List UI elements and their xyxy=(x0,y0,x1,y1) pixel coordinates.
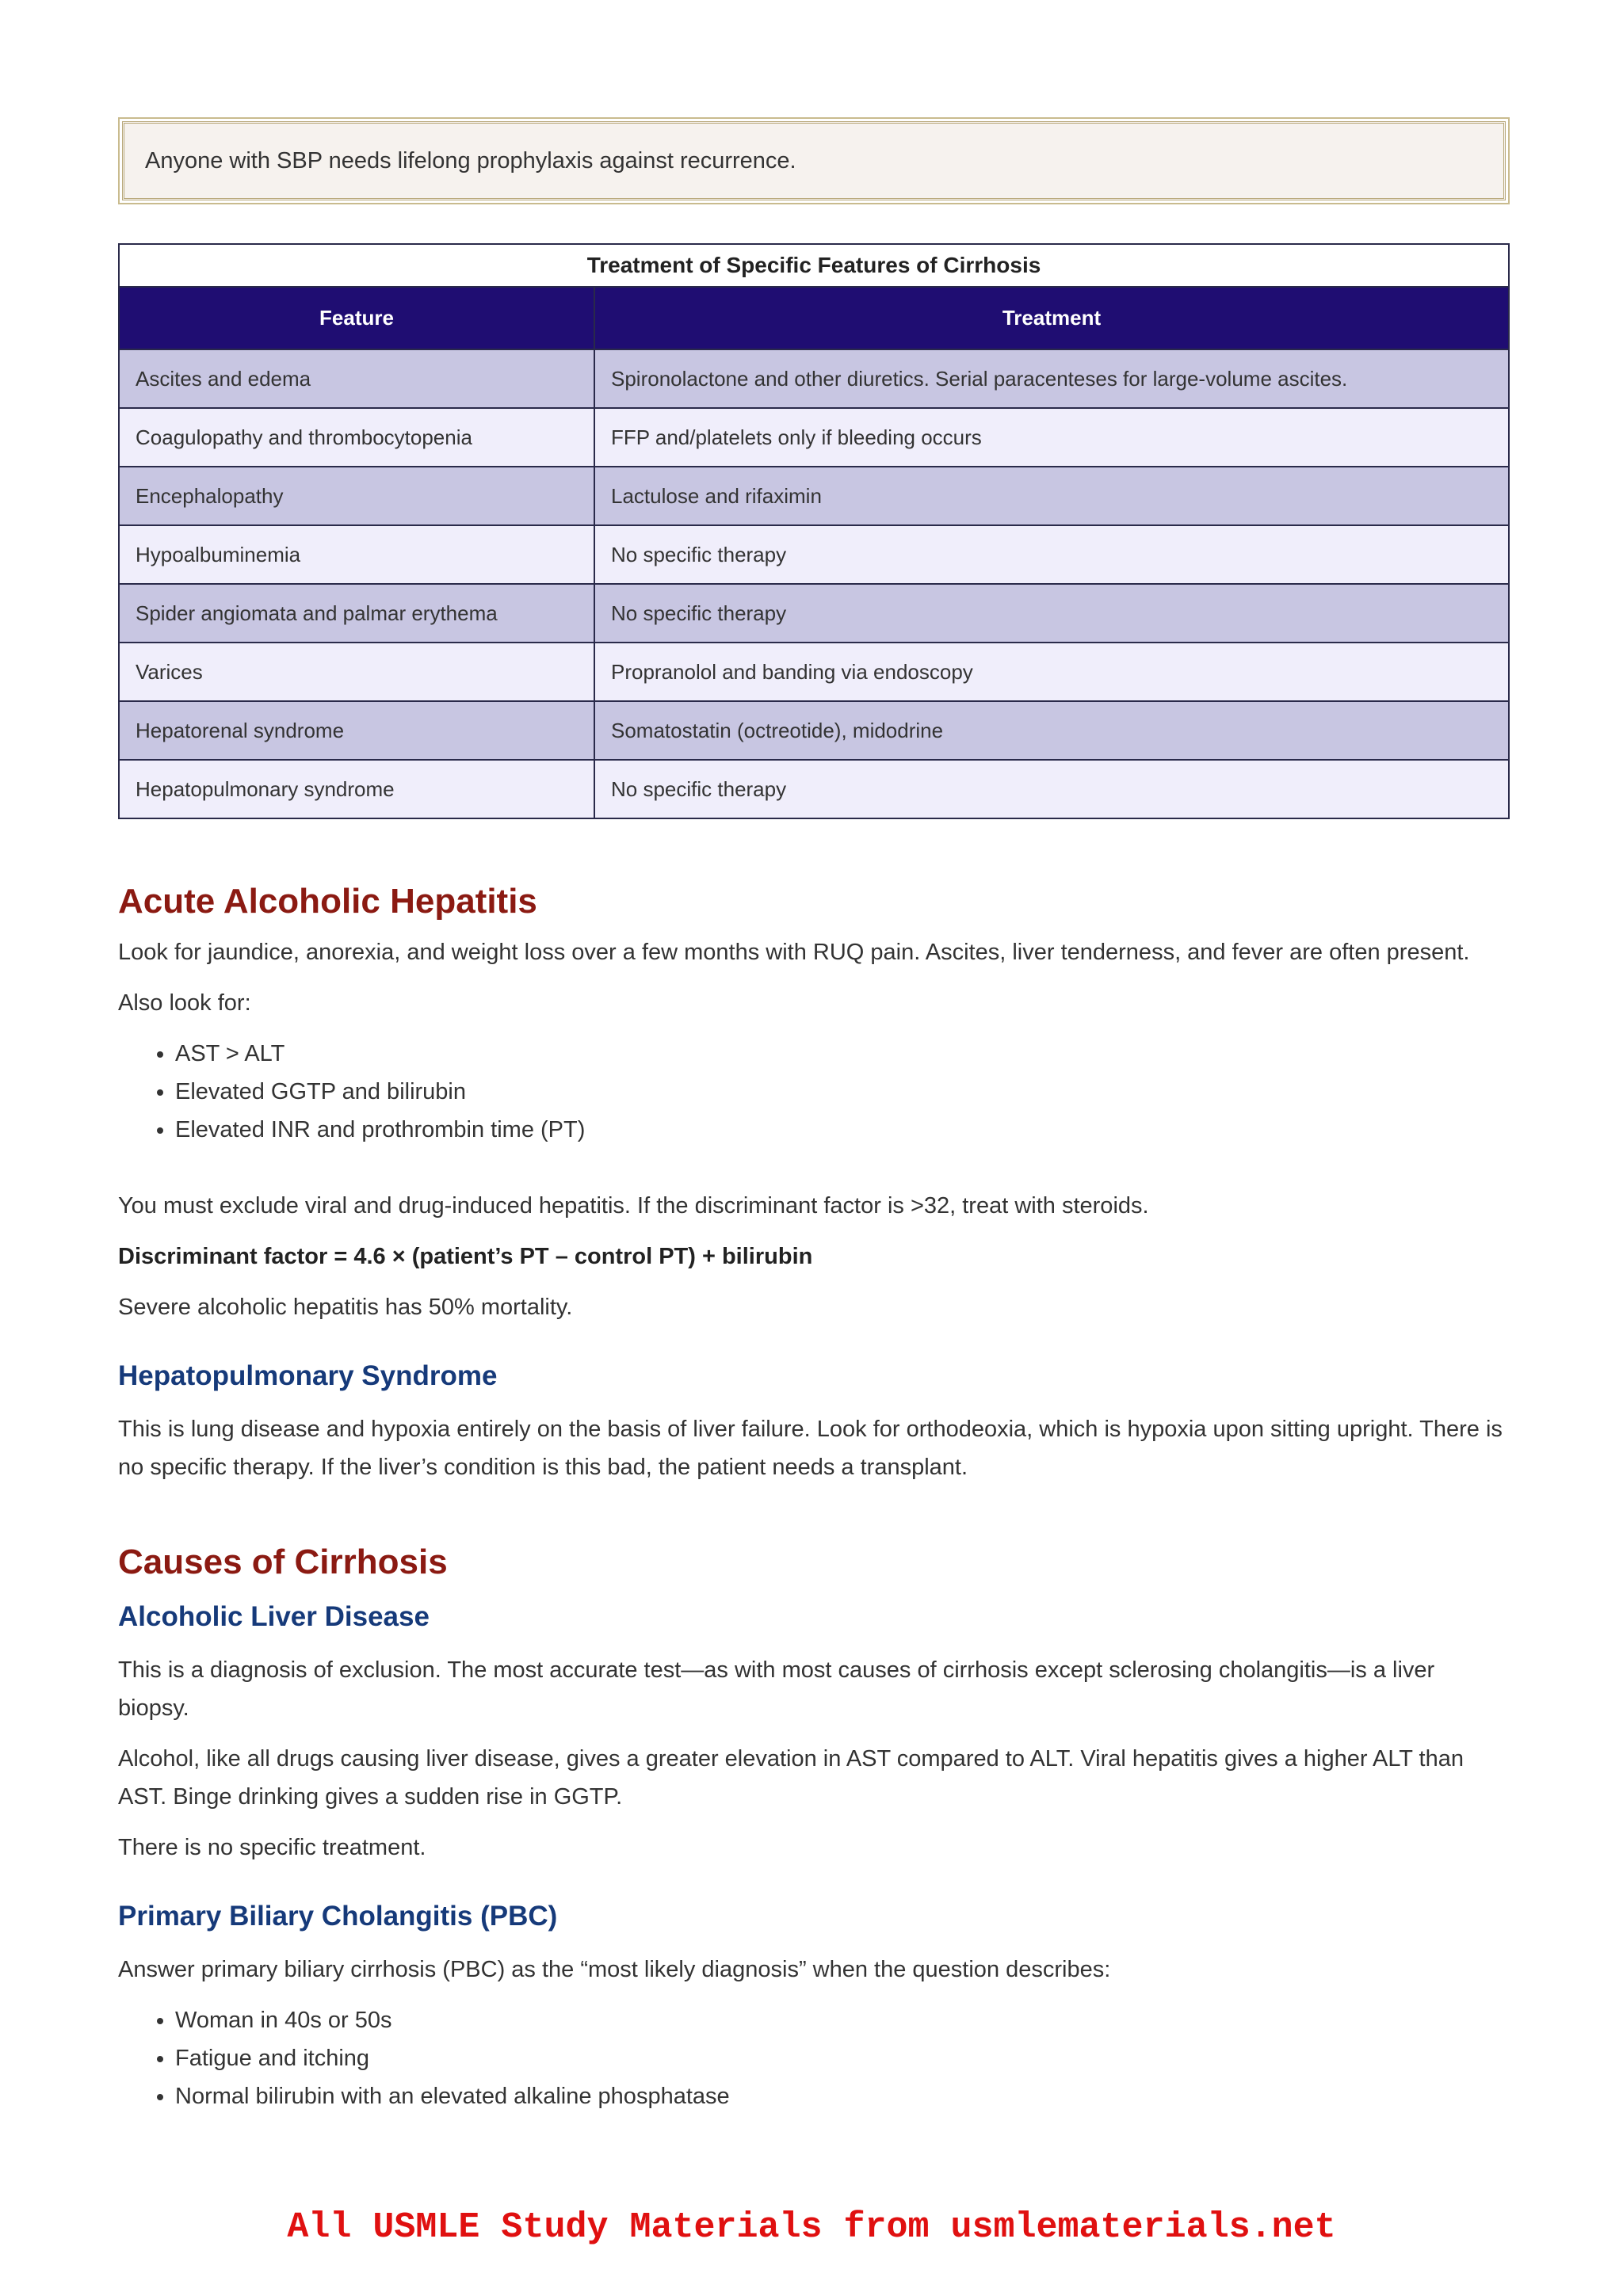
table-cell-treatment: No specific therapy xyxy=(594,525,1509,584)
table-row xyxy=(119,760,1509,818)
ald-paragraph-3: There is no specific treatment. xyxy=(118,1835,426,1860)
ald-paragraph-1: This is a diagnosis of exclusion. The most accurate test—as with most causes of cirrhosis except sclerosing cholangitis—is a liver biopsy. xyxy=(118,1657,1435,1721)
callout-text: Anyone with SBP needs lifelong prophylaxis against recurrence. xyxy=(145,148,796,174)
table-header-treatment: Treatment xyxy=(594,287,1509,349)
table-row xyxy=(119,701,1509,760)
callout-box xyxy=(122,121,1506,200)
pbc-bullet-list xyxy=(118,2001,1510,2115)
list-item: • Elevated GGTP and bilirubin xyxy=(175,1073,1510,1111)
heading-primary-biliary-cholangitis: Primary Biliary Cholangitis (PBC) xyxy=(118,1901,558,1932)
table-row xyxy=(119,408,1509,467)
table-cell-feature: Hepatorenal syndrome xyxy=(119,701,594,760)
table-cell-treatment: No specific therapy xyxy=(594,584,1509,643)
table-cell-feature: Coagulopathy and thrombocytopenia xyxy=(119,408,594,467)
table-cell-treatment: Somatostatin (octreotide), midodrine xyxy=(594,701,1509,760)
table-row xyxy=(119,349,1509,408)
table-row xyxy=(119,584,1509,643)
table-row xyxy=(119,467,1509,525)
table-title: Treatment of Specific Features of Cirrhosis xyxy=(118,243,1510,286)
list-item: • Fatigue and itching xyxy=(175,2039,1510,2077)
page-content xyxy=(118,117,1510,2115)
table-cell-feature: Hypoalbuminemia xyxy=(119,525,594,584)
table-header-feature: Feature xyxy=(119,287,594,349)
table-cell-feature: Varices xyxy=(119,643,594,701)
acute-bullet-list xyxy=(118,1035,1510,1149)
discriminant-formula: Discriminant factor = 4.6 × (patient’s PT – control PT) + bilirubin xyxy=(118,1244,813,1269)
table-row xyxy=(119,643,1509,701)
heading-acute-alcoholic-hepatitis: Acute Alcoholic Hepatitis xyxy=(118,882,537,921)
acute-paragraph-2: Also look for: xyxy=(118,990,251,1016)
list-item: • AST > ALT xyxy=(175,1035,1510,1073)
acute-paragraph-4: Severe alcoholic hepatitis has 50% mortality. xyxy=(118,1295,573,1320)
heading-hepatopulmonary-syndrome: Hepatopulmonary Syndrome xyxy=(118,1360,498,1391)
heading-causes-of-cirrhosis: Causes of Cirrhosis xyxy=(118,1543,448,1581)
hps-paragraph-1: This is lung disease and hypoxia entirely on the basis of liver failure. Look for orthodeoxia, which is hypoxia upon sitting upright. There is no specific therapy. If the liver’s condition is this bad, the patient needs a transplant. xyxy=(118,1417,1503,1480)
pbc-paragraph-1: Answer primary biliary cirrhosis (PBC) as the “most likely diagnosis” when the question describes: xyxy=(118,1957,1111,1982)
list-item: • Normal bilirubin with an elevated alkaline phosphatase xyxy=(175,2077,1510,2115)
table-row xyxy=(119,525,1509,584)
table-cell-feature: Ascites and edema xyxy=(119,349,594,408)
table-cell-feature: Encephalopathy xyxy=(119,467,594,525)
table-cell-treatment: Spironolactone and other diuretics. Serial paracenteses for large-volume ascites. xyxy=(594,349,1509,408)
table-cell-treatment: No specific therapy xyxy=(594,760,1509,818)
heading-alcoholic-liver-disease: Alcoholic Liver Disease xyxy=(118,1601,430,1632)
table-cell-feature: Spider angiomata and palmar erythema xyxy=(119,584,594,643)
acute-paragraph-3: You must exclude viral and drug-induced hepatitis. If the discriminant factor is >32, treat with steroids. xyxy=(118,1193,1149,1219)
table-cell-treatment: Propranolol and banding via endoscopy xyxy=(594,643,1509,701)
table-cell-treatment: FFP and/platelets only if bleeding occurs xyxy=(594,408,1509,467)
table-cell-feature: Hepatopulmonary syndrome xyxy=(119,760,594,818)
ald-paragraph-2: Alcohol, like all drugs causing liver disease, gives a greater elevation in AST compared to ALT. Viral hepatitis gives a higher ALT than AST. Binge drinking gives a sudden rise in GGTP. xyxy=(118,1746,1465,1810)
footer-watermark-text: All USMLE Study Materials from usmlematerials.net xyxy=(287,2207,1336,2248)
table-cell-treatment: Lactulose and rifaximin xyxy=(594,467,1509,525)
treatment-table xyxy=(118,243,1510,819)
list-item: • Elevated INR and prothrombin time (PT) xyxy=(175,1111,1510,1149)
list-item: • Woman in 40s or 50s xyxy=(175,2001,1510,2039)
table-header-row xyxy=(119,287,1509,349)
acute-paragraph-1: Look for jaundice, anorexia, and weight loss over a few months with RUQ pain. Ascites, liver tenderness, and fever are often present. xyxy=(118,940,1470,965)
